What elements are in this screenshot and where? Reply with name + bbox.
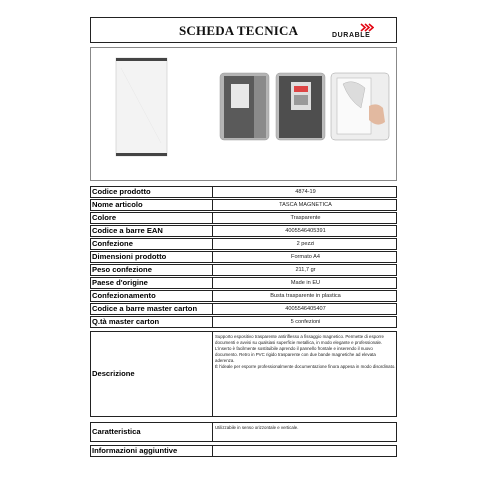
row-label: Q.tà master carton <box>91 317 213 327</box>
row-label: Confezione <box>91 239 213 249</box>
feature-row <box>90 422 397 442</box>
row-value: Busta trasparente in plastica <box>270 293 341 299</box>
row-value: TASCA MAGNETICA <box>279 202 332 208</box>
row-label: Codice a barre master carton <box>91 304 213 314</box>
additional-info-label: Informazioni aggiuntive <box>91 446 213 456</box>
table-row <box>90 290 397 302</box>
row-label: Peso confezione <box>91 265 213 275</box>
table-row <box>90 199 397 211</box>
row-label: Nome articolo <box>91 200 213 210</box>
table-row <box>90 238 397 250</box>
description-paragraph: È l'ideale per esporre professionalmente documentazione finora appesa in modo disordinato. <box>215 364 396 369</box>
data-sheet <box>90 17 397 455</box>
table-row <box>90 186 397 198</box>
row-value: Formato A4 <box>291 254 320 260</box>
row-value: 4005546405407 <box>285 306 326 312</box>
feature-label: Caratteristica <box>91 423 213 441</box>
table-row <box>90 212 397 224</box>
row-value: 211,7 gr <box>295 267 316 273</box>
table-row <box>90 225 397 237</box>
row-label: Confezionamento <box>91 291 213 301</box>
description-row <box>90 331 397 417</box>
table-row <box>90 277 397 289</box>
description-paragraph: Supporto espositivo trasparente antiriflesso a fissaggio magnetico. Permette di esporre documenti e avvisi su qualsiasi superficie metallica, in modo elegante e professionale. L'inserto è facilmente sostituibile aprendo il pannello frontale e inserendo il nuovo documento. Retro in PVC rigido trasparente con due bande magnetiche ad elevata aderenza. <box>215 334 384 363</box>
table-row <box>90 303 397 315</box>
table-row <box>90 251 397 263</box>
row-label: Dimensioni prodotto <box>91 252 213 262</box>
description-label: Descrizione <box>91 332 213 416</box>
sheet-title: SCHEDA TECNICA <box>179 23 299 38</box>
logo-text: DURABLE <box>332 32 371 39</box>
product-images <box>90 47 397 181</box>
row-label: Paese d'origine <box>91 278 213 288</box>
row-value: 4005546405391 <box>285 228 326 234</box>
product-photo <box>91 48 398 182</box>
row-value: 4874-19 <box>295 189 316 195</box>
table-row <box>90 264 397 276</box>
table-row <box>90 316 397 328</box>
sheet-header <box>90 17 397 43</box>
additional-info-row <box>90 445 397 457</box>
row-label: Codice prodotto <box>91 187 213 197</box>
feature-value: Utilizzabile in senso orizzontale e verticale. <box>215 425 299 430</box>
logo-arrows-icon <box>360 23 374 32</box>
row-value: Made in EU <box>290 280 321 286</box>
row-value: Trasparente <box>290 215 321 221</box>
row-label: Codice a barre EAN <box>91 226 213 236</box>
row-label: Colore <box>91 213 213 223</box>
additional-info-value <box>213 446 398 456</box>
durable-logo <box>332 23 392 41</box>
row-value: 2 pezzi <box>296 241 315 247</box>
description-value <box>213 332 398 416</box>
row-value: 5 confezioni <box>290 319 321 325</box>
